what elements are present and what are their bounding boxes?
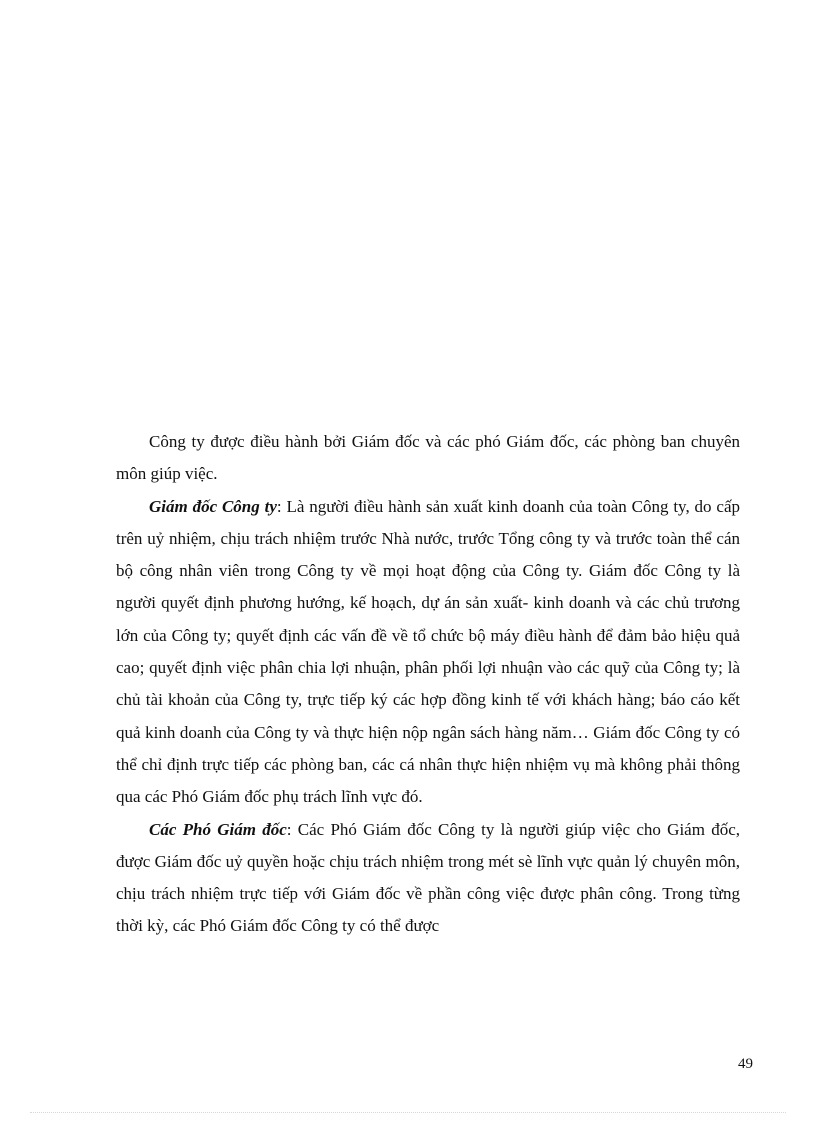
paragraph-text: Công ty được điều hành bởi Giám đốc và các phó Giám đốc, các phòng ban chuyên môn giúp việc. xyxy=(116,432,740,484)
paragraph-text: : Là người điều hành sản xuất kinh doanh của toàn Công ty, do cấp trên uỷ nhiệm, chịu trách nhiệm trước Nhà nước, trước Tổng công ty và trước toàn thể cán bộ công nhân viên trong Công ty về mọi hoạt động của Công ty. Giám đốc Công ty là người quyết định phương hướng, kế hoạch, dự án sản xuất- kinh doanh và các chủ trương lớn của Công ty; quyết định các vấn đề về tổ chức bộ máy điều hành để đảm bảo hiệu quả cao; quyết định việc phân chia lợi nhuận, phân phối lợi nhuận vào các quỹ của Công ty; là chủ tài khoản của Công ty, trực tiếp ký các hợp đồng kinh tế với khách hàng; báo cáo kết quả kinh doanh của Công ty và thực hiện nộp ngân sách hàng năm… Giám đốc Công ty có thể chỉ định trực tiếp các phòng ban, các cá nhân thực hiện nhiệm vụ mà không phải thông qua các Phó Giám đốc phụ trách lĩnh vực đó. xyxy=(116,496,740,807)
paragraph-deputy-directors xyxy=(116,814,740,943)
paragraph-lead: Các Phó Giám đốc xyxy=(149,819,287,839)
document-body xyxy=(116,426,740,943)
paragraph-intro xyxy=(116,426,740,491)
paragraph-director xyxy=(116,491,740,814)
page-number: 49 xyxy=(738,1056,753,1072)
paragraph-lead: Giám đốc Công ty xyxy=(149,496,277,516)
page-bottom-divider xyxy=(30,1112,786,1113)
paragraph-text: : Các Phó Giám đốc Công ty là người giúp việc cho Giám đốc, được Giám đốc uỷ quyền hoặc chịu trách nhiệm trong mét sè lĩnh vực quản lý chuyên môn, chịu trách nhiệm trực tiếp với Giám đốc về phần công việc được phân công. Trong từng thời kỳ, các Phó Giám đốc Công ty có thể được xyxy=(116,819,740,936)
